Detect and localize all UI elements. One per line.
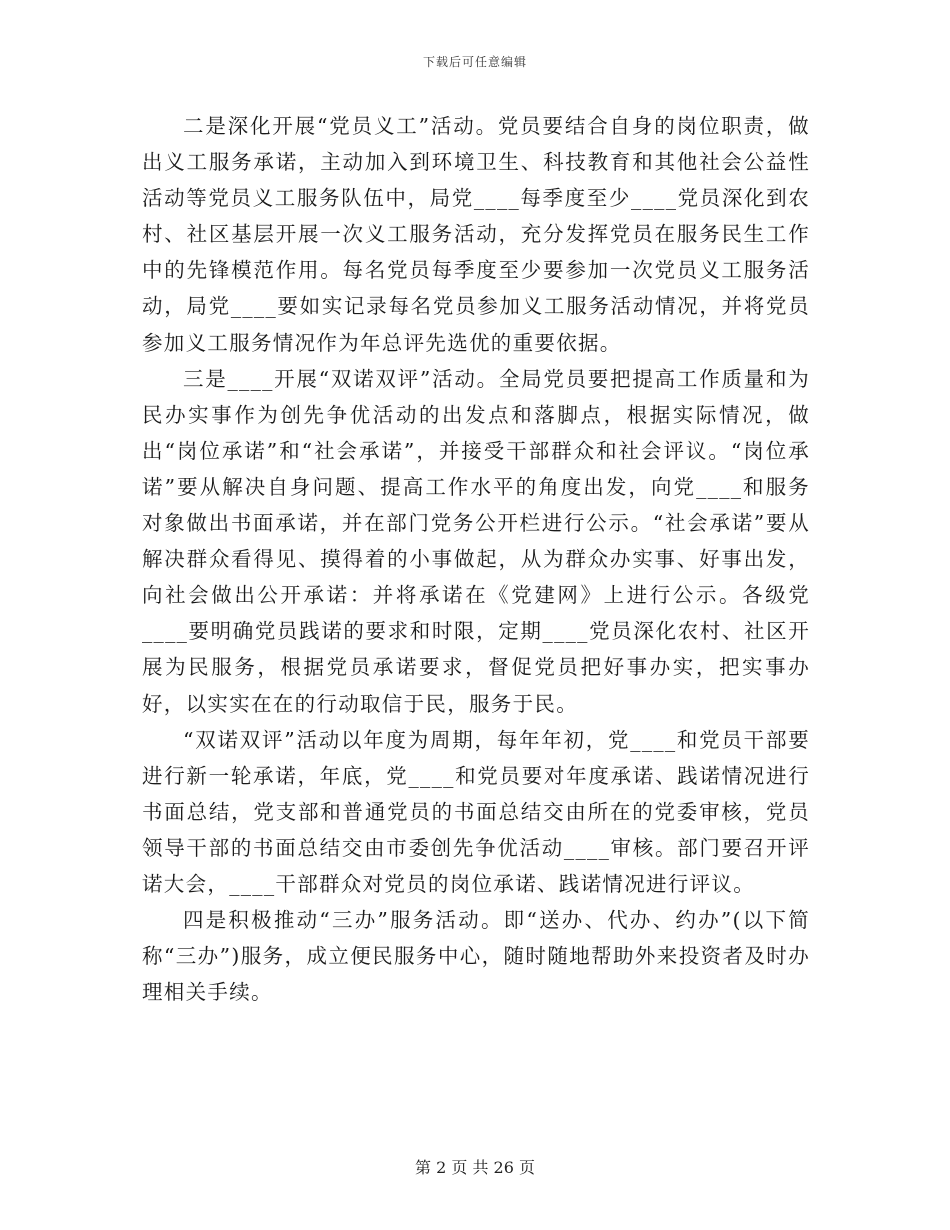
paragraph-volunteer-activity: 二是深化开展“党员义工”活动。党员要结合自身的岗位职责，做出义工服务承诺，主动加入到环境卫生、科技教育和其他社会公益性活动等党员义工服务队伍中，局党____每季度至少____党员深化到农村、社区基层开展一次义工服务活动，充分发挥党员在服务民生工作中的先锋模范作用。每名党员每季度至少要参加一次党员义工服务活动，局党____要如实记录每名党员参加义工服务活动情况，并将党员参加义工服务情况作为年总评先选优的重要依据。 xyxy=(142,114,810,355)
page-number: 第 2 页 共 26 页 xyxy=(415,1158,535,1177)
paragraph-annual-cycle: “双诺双评”活动以年度为周期，每年年初，党____和党员干部要进行新一轮承诺，年底，党____和党员要对年度承诺、践诺情况进行书面总结，党支部和普通党员的书面总结交由所在的党委审核，党员领导干部的书面总结交由市委创先争优活动____审核。部门要召开评诺大会，____干部群众对党员的岗位承诺、践诺情况进行评议。 xyxy=(142,727,810,896)
paragraph-double-promise: 三是____开展“双诺双评”活动。全局党员要把提高工作质量和为民办实事作为创先争优活动的出发点和落脚点，根据实际情况，做出“岗位承诺”和“社会承诺”，并接受干部群众和社会评议。“岗位承诺”要从解决自身问题、提高工作水平的角度出发，向党____和服务对象做出书面承诺，并在部门党务公开栏进行公示。“社会承诺”要从解决群众看得见、摸得着的小事做起，从为群众办实事、好事出发，向社会做出公开承诺：并将承诺在《党建网》上进行公示。各级党____要明确党员践诺的要求和时限，定期____党员深化农村、社区开展为民服务，根据党员承诺要求，督促党员把好事办实，把实事办好，以实实在在的行动取信于民，服务于民。 xyxy=(142,366,810,716)
paragraph-three-services: 四是积极推动“三办”服务活动。即“送办、代办、约办”(以下简称“三办”)服务，成立便民服务中心，随时随地帮助外来投资者及时办理相关手续。 xyxy=(142,908,810,1005)
document-body xyxy=(142,108,810,1010)
page-header: 下载后可任意编辑 xyxy=(422,55,527,69)
